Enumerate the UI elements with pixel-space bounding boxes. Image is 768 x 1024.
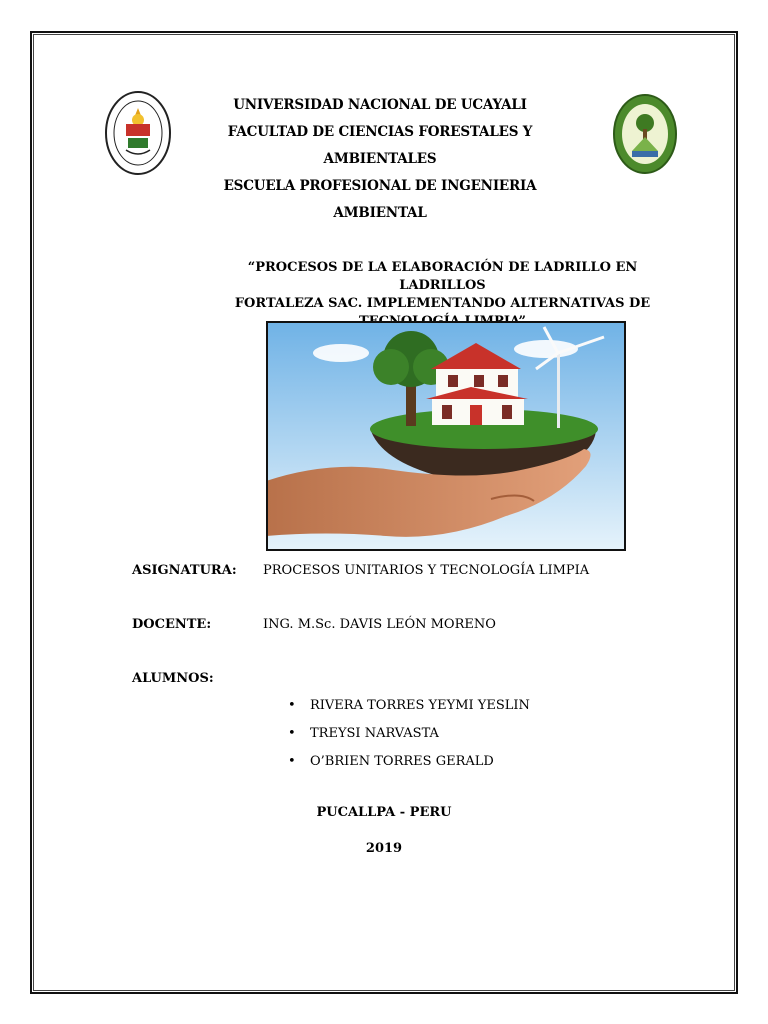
year: 2019 [365, 841, 403, 856]
faculty-seal-logo [612, 93, 678, 175]
university-seal-logo [104, 90, 172, 176]
subject-value: PROCESOS UNITARIOS Y TECNOLOGÍA LIMPIA [263, 563, 590, 578]
faculty-name: FACULTAD DE CIENCIAS FORESTALES Y AMBIENTALES [227, 124, 533, 167]
student-name: TREYSI NARVASTA [310, 726, 439, 741]
list-item [288, 753, 530, 781]
university-name: UNIVERSIDAD NACIONAL DE UCAYALI [233, 97, 527, 113]
institution-header [180, 92, 580, 227]
school-name: ESCUELA PROFESIONAL DE INGENIERIA AMBIENTAL [223, 178, 537, 221]
city-country: PUCALLPA - PERU [316, 805, 452, 820]
bullet-icon: • [288, 726, 296, 741]
bullet-icon: • [288, 754, 296, 769]
bullet-icon: • [288, 698, 296, 713]
list-item [288, 725, 530, 753]
teacher-label: DOCENTE: [132, 617, 212, 632]
subject-label: ASIGNATURA: [132, 563, 237, 578]
students-list [288, 697, 530, 781]
title-line-2: FORTALEZA SAC. IMPLEMENTANDO ALTERNATIVAS DE [234, 296, 651, 311]
student-name: RIVERA TORRES YEYMI YESLIN [310, 698, 530, 713]
student-name: O’BRIEN TORRES GERALD [310, 754, 494, 769]
students-label: ALUMNOS: [132, 671, 214, 686]
title-line-1: “PROCESOS DE LA ELABORACIÓN DE LADRILLO EN LADRILLOS [247, 260, 638, 293]
teacher-value: ING. M.Sc. DAVIS LEÓN MORENO [263, 617, 496, 632]
list-item [288, 697, 530, 725]
eco-house-illustration [266, 321, 626, 551]
